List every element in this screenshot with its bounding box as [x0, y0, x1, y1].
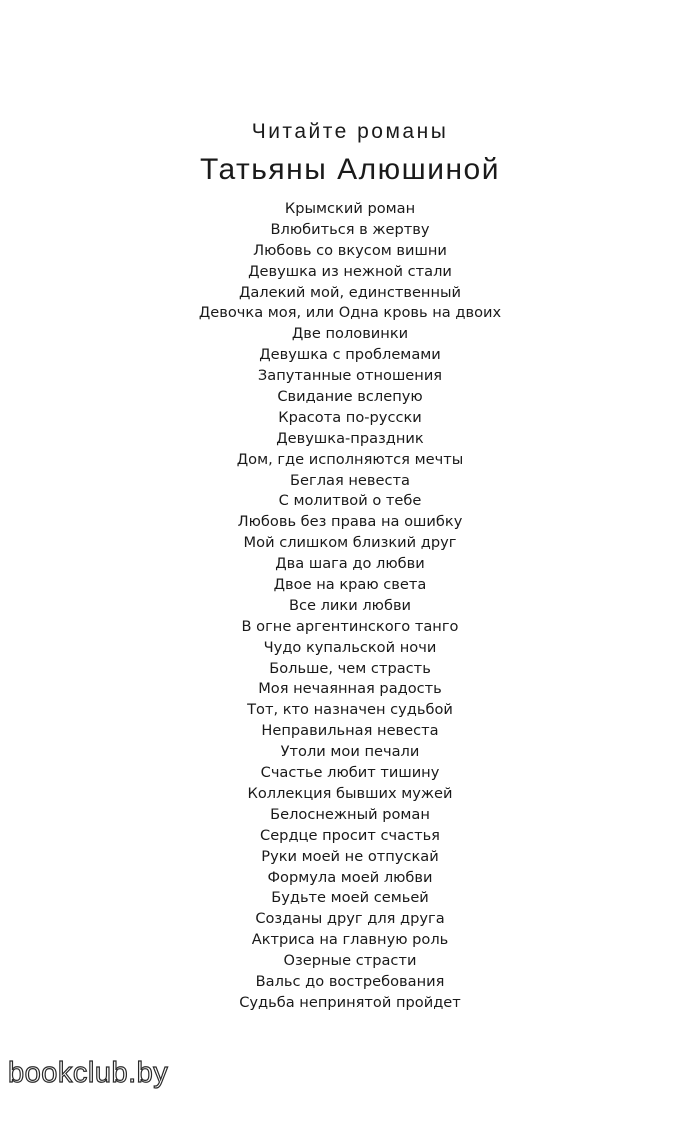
book-title: Дом, где исполняются мечты	[236, 450, 464, 468]
book-title: Мой слишком близкий друг	[243, 534, 457, 552]
book-title: Будьте моей семьей	[271, 889, 429, 907]
book-title: Тот, кто назначен судьбой	[247, 701, 453, 719]
book-title: Белоснежный роман	[270, 805, 430, 823]
book-title: Девушка из нежной стали	[248, 262, 452, 280]
heading-line-1: Читайте романы	[251, 120, 449, 143]
book-title: Коллекция бывших мужей	[247, 784, 453, 802]
book-title: Свидание вслепую	[277, 388, 423, 406]
book-title: Далекий мой, единственный	[238, 283, 462, 301]
book-title: В огне аргентинского танго	[241, 617, 459, 635]
book-title: Два шага до любви	[275, 555, 425, 573]
book-title: Девушка с проблемами	[259, 346, 441, 364]
book-title: Девочка моя, или Одна кровь на двоих	[198, 304, 502, 322]
book-title: Девушка-праздник	[276, 429, 424, 447]
book-title: Двое на краю света	[273, 576, 427, 594]
book-title: Сердце просит счастья	[260, 826, 440, 844]
book-title-list	[0, 199, 700, 1014]
book-title: Судьба непринятой пройдет	[239, 993, 461, 1011]
book-title: Крымский роман	[284, 200, 416, 217]
book-title: Красота по-русски	[278, 408, 422, 426]
book-title: Влюбиться в жертву	[270, 220, 430, 238]
book-title: Неправильная невеста	[261, 722, 439, 740]
book-title: Моя нечаянная радость	[258, 680, 442, 698]
book-title: Чудо купальской ночи	[263, 638, 437, 656]
watermark: bookclub.by	[8, 1057, 169, 1089]
book-title: Счастье любит тишину	[260, 764, 440, 782]
book-title: Любовь со вкусом вишни	[253, 241, 447, 259]
book-title: Две половинки	[291, 325, 409, 343]
book-title: Беглая невеста	[290, 471, 410, 489]
book-title: Запутанные отношения	[257, 367, 443, 385]
book-title: Вальс до востребования	[255, 972, 445, 990]
heading-author-name: Татьяны Алюшиной	[200, 153, 500, 186]
book-title: С молитвой о тебе	[278, 492, 422, 510]
book-title: Утоли мои печали	[280, 743, 420, 761]
book-title: Формула моей любви	[267, 868, 433, 886]
book-title: Все лики любви	[288, 596, 412, 614]
book-title: Руки моей не отпускай	[261, 847, 439, 865]
book-title: Актриса на главную роль	[251, 931, 449, 949]
book-title: Любовь без права на ошибку	[237, 513, 463, 531]
book-title: Больше, чем страсть	[269, 659, 431, 677]
book-title: Созданы друг для друга	[255, 910, 445, 928]
book-title: Озерные страсти	[283, 952, 417, 970]
